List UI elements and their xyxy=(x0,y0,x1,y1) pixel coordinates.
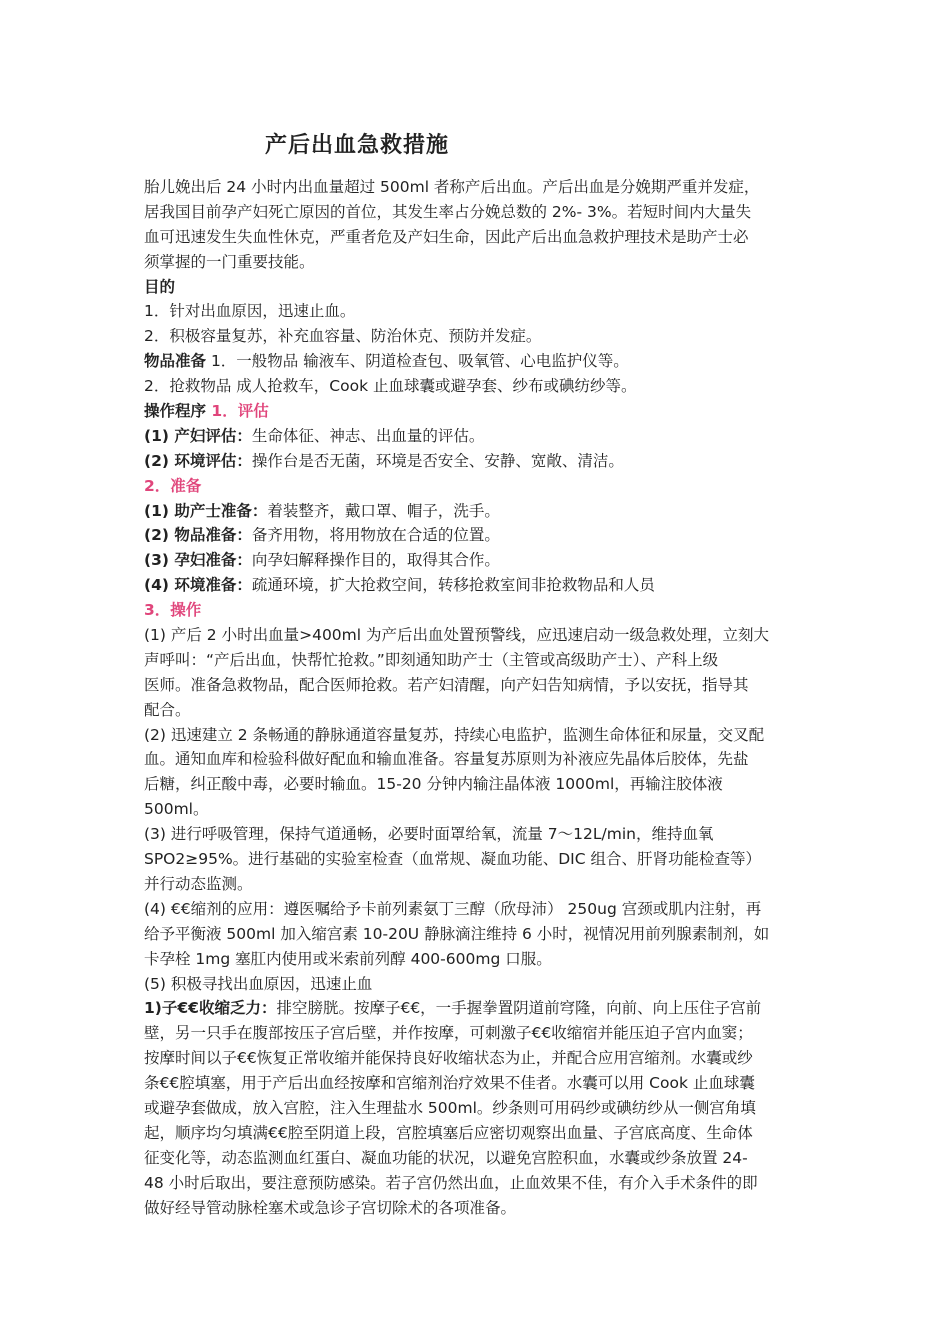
text-line xyxy=(144,972,809,997)
text-run: 起，顺序均匀填满€€腔至阴道上段，宫腔填塞后应密切观察出血量、子宫底高度、生命体 xyxy=(144,1123,753,1142)
text-run: 做好经导管动脉栓塞术或急诊子宫切除术的各项准备。 xyxy=(144,1198,517,1217)
text-line xyxy=(144,573,809,598)
text-line xyxy=(144,1021,809,1046)
document-body xyxy=(144,175,809,1220)
section-heading: 2．准备 xyxy=(144,476,202,495)
text-line xyxy=(144,947,809,972)
text-run: 1．针对出血原因，迅速止血。 xyxy=(144,302,356,321)
text-line xyxy=(144,1146,809,1171)
text-run: 后糖，纠正酸中毒，必要时输血。15-20 分钟内输注晶体液 1000ml，再输注胶体液 xyxy=(144,775,723,794)
text-line xyxy=(144,175,809,200)
text-line xyxy=(144,598,809,623)
text-run: 生命体征、神志、出血量的评估。 xyxy=(251,426,485,445)
text-run: 居我国目前孕产妇死亡原因的首位，其发生率占分娩总数的 2%- 3%。若短时间内大量失 xyxy=(144,202,752,221)
text-line xyxy=(144,1096,809,1121)
bold-label: (3) 孕妇准备： xyxy=(144,551,252,570)
text-line xyxy=(144,324,809,349)
text-line xyxy=(144,897,809,922)
text-run: 卡孕栓 1mg 塞肛内使用或米索前列醇 400-600mg 口服。 xyxy=(144,949,552,968)
text-run: 操作台是否无菌，环境是否安全、安静、宽敞、清洁。 xyxy=(251,451,624,470)
text-line xyxy=(144,747,809,772)
text-line xyxy=(144,822,809,847)
text-line xyxy=(144,225,809,250)
text-line xyxy=(144,872,809,897)
text-run: 声呼叫：“产后出血，快帮忙抢救。”即刻通知助产士（主管或高级助产士）、产科上级 xyxy=(144,650,719,669)
text-line xyxy=(144,250,809,275)
bold-label: (2) 物品准备： xyxy=(144,526,252,545)
bold-label: (4) 环境准备： xyxy=(144,576,252,595)
text-line xyxy=(144,1121,809,1146)
text-line xyxy=(144,723,809,748)
text-run: 排空膀胱。按摩子€€，一手握拳置阴道前穹隆，向前、向上压住子宫前 xyxy=(276,999,762,1018)
text-run: 备齐用物，将用物放在合适的位置。 xyxy=(251,526,500,545)
text-run: 48 小时后取出，要注意预防感染。若子宫仍然出血，止血效果不佳，有介入手术条件的即 xyxy=(144,1173,758,1192)
text-line xyxy=(144,673,809,698)
text-run: 须掌握的一门重要技能。 xyxy=(144,252,315,271)
text-line xyxy=(144,797,809,822)
text-run: 500ml。 xyxy=(144,800,209,819)
text-run: (1) 产后 2 小时出血量>400ml 为产后出血处置预警线，应迅速启动一级急救处理，立刻大 xyxy=(144,626,770,645)
text-line xyxy=(144,399,809,424)
text-run: 并行动态监测。 xyxy=(144,874,253,893)
bold-label: (2) 环境评估： xyxy=(144,451,252,470)
text-run: 疏通环境，扩大抢救空间，转移抢救室间非抢救物品和人员 xyxy=(251,576,655,595)
text-line xyxy=(144,548,809,573)
text-line xyxy=(144,623,809,648)
text-run: 条€€腔填塞，用于产后出血经按摩和宫缩剂治疗效果不佳者。水囊可以用 Cook 止血球囊 xyxy=(144,1074,755,1093)
text-line xyxy=(144,299,809,324)
text-run: 血。通知血库和检验科做好配血和输血准备。容量复苏原则为补液应先晶体后胶体，先盐 xyxy=(144,750,749,769)
text-run: 按摩时间以子€€恢复正常收缩并能保持良好收缩状态为止，并配合应用宫缩剂。水囊或纱 xyxy=(144,1049,753,1068)
text-run: (3) 进行呼吸管理，保持气道通畅，必要时面罩给氧，流量 7～12L/min，维持血氧 xyxy=(144,825,714,844)
section-heading: 3．操作 xyxy=(144,601,202,620)
text-line xyxy=(144,200,809,225)
bold-label: 操作程序 xyxy=(144,402,207,421)
bold-label: 1)子€€收缩乏力： xyxy=(144,999,277,1018)
page-title: 产后出血急救措施 xyxy=(265,133,450,158)
text-line xyxy=(144,1196,809,1221)
text-run: 或避孕套做成，放入宫腔，注入生理盐水 500ml。纱条则可用码纱或碘纺纱从一侧宫角填 xyxy=(144,1098,756,1117)
text-line xyxy=(144,922,809,947)
text-line xyxy=(144,523,809,548)
text-line xyxy=(144,772,809,797)
text-run: 征变化等，动态监测血红蛋白、凝血功能的状况，以避免宫腔积血，水囊或纱条放置 24- xyxy=(144,1148,748,1167)
text-run: (2) 迅速建立 2 条畅通的静脉通道容量复苏，持续心电监护，监测生命体征和尿量，交叉配 xyxy=(144,725,765,744)
text-line xyxy=(144,847,809,872)
text-line xyxy=(144,1171,809,1196)
text-line xyxy=(144,424,809,449)
text-run: SPO2≥95%。进行基础的实验室检查（血常规、凝血功能、DIC 组合、肝肾功能检查等） xyxy=(144,850,761,869)
text-line xyxy=(144,474,809,499)
text-line xyxy=(144,648,809,673)
bold-label: (1) 产妇评估： xyxy=(144,426,252,445)
text-line xyxy=(144,499,809,524)
text-run: (4) €€缩剂的应用：遵医嘱给予卡前列素氨丁三醇（欣母沛） 250ug 宫颈或肌内注射，再 xyxy=(144,899,762,918)
text-run: 血可迅速发生失血性休克，严重者危及产妇生命，因此产后出血急救护理技术是助产士必 xyxy=(144,227,749,246)
bold-label: 物品准备 xyxy=(144,352,207,371)
text-line xyxy=(144,1046,809,1071)
text-line xyxy=(144,349,809,374)
bold-label: (1) 助产士准备： xyxy=(144,501,268,520)
text-run: 胎儿娩出后 24 小时内出血量超过 500ml 者称产后出血。产后出血是分娩期严重并发症， xyxy=(144,178,760,196)
text-run: 医师。准备急救物品，配合医师抢救。若产妇清醒，向产妇告知病情，予以安抚，指导其 xyxy=(144,675,749,694)
text-run: 给予平衡液 500ml 加入缩宫素 10-20U 静脉滴注维持 6 小时，视情况用前列腺素制剂，如 xyxy=(144,924,770,943)
text-line xyxy=(144,374,809,399)
text-run: (5) 积极寻找出血原因，迅速止血 xyxy=(144,974,373,993)
text-run: 配合。 xyxy=(144,700,191,719)
text-run: 向孕妇解释操作目的，取得其合作。 xyxy=(251,551,500,570)
text-line xyxy=(144,449,809,474)
text-line xyxy=(144,1071,809,1096)
bold-label: 目的 xyxy=(144,277,176,296)
text-run: 着装整齐，戴口罩、帽子，洗手。 xyxy=(267,501,500,520)
section-heading: 1．评估 xyxy=(206,402,269,421)
text-line xyxy=(144,275,809,300)
text-line xyxy=(144,996,809,1021)
text-run: 2．积极容量复苏，补充血容量、防治休克、预防并发症。 xyxy=(144,327,542,346)
text-run: 2．抢救物品 成人抢救车，Cook 止血球囊或避孕套、纱布或碘纺纱等。 xyxy=(144,377,637,396)
text-run: 1．一般物品 输液车、阴道检查包、吸氧管、心电监护仪等。 xyxy=(206,352,629,371)
text-run: 壁，另一只手在腹部按压子宫后壁，并作按摩，可刺激子€€收缩宿并能压迫子宫内血窦； xyxy=(144,1024,753,1043)
text-line xyxy=(144,698,809,723)
